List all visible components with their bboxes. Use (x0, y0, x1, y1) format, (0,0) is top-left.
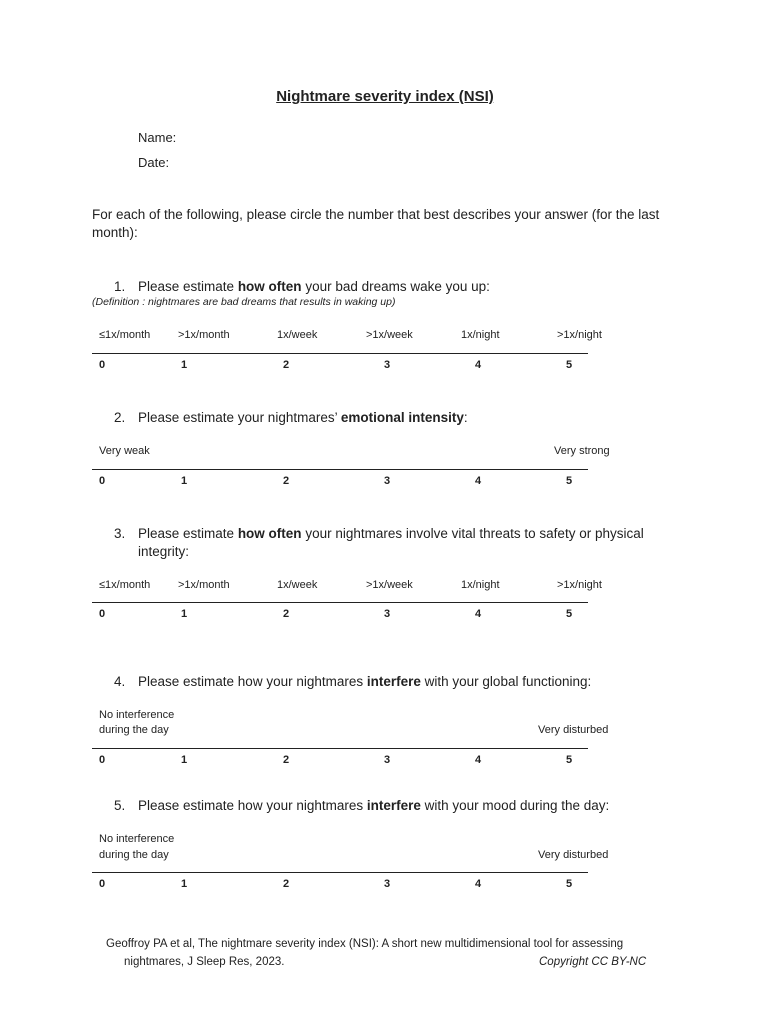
scale-value-3[interactable]: 3 (384, 359, 391, 371)
scale-line (92, 353, 588, 354)
scale-value-2[interactable]: 2 (283, 878, 290, 890)
scale-value-4[interactable]: 4 (475, 878, 482, 890)
date-field-label: Date: (138, 155, 170, 170)
name-field-label: Name: (138, 130, 177, 145)
footer-copyright: Copyright CC BY-NC (539, 956, 647, 968)
scale-label: >1x/week (366, 579, 413, 591)
scale-value-3[interactable]: 3 (384, 608, 391, 620)
footer-citation: Geoffroy PA et al, The nightmare severity index (NSI): A short new multidimensional tool for assessing (106, 938, 624, 950)
scale-value-0[interactable]: 0 (99, 475, 106, 487)
scale-line (92, 872, 588, 873)
scale-value-1[interactable]: 1 (181, 878, 188, 890)
scale-label: >1x/month (178, 329, 230, 341)
scale-value-2[interactable]: 2 (283, 754, 290, 766)
question-number: 4. (114, 674, 126, 689)
question-number: 2. (114, 410, 126, 425)
scale-line (92, 602, 588, 603)
scale-left-label: during the day (99, 849, 169, 861)
scale-value-0[interactable]: 0 (99, 754, 106, 766)
scale-label: >1x/night (557, 329, 602, 341)
scale-label: 1x/night (461, 579, 500, 591)
scale-value-0[interactable]: 0 (99, 359, 106, 371)
scale-right-label: Very strong (554, 445, 610, 457)
scale-value-0[interactable]: 0 (99, 878, 106, 890)
scale-value-1[interactable]: 1 (181, 359, 188, 371)
scale-right-label: Very disturbed (538, 849, 609, 861)
scale-left-label: No interference (99, 833, 175, 845)
scale-value-5[interactable]: 5 (566, 608, 573, 620)
footer-citation-continued: nightmares, J Sleep Res, 2023. (124, 956, 285, 968)
scale-left-label: Very weak (99, 445, 150, 457)
page-title: Nightmare severity index (NSI) (276, 88, 494, 105)
scale-line (92, 748, 588, 749)
scale-value-2[interactable]: 2 (283, 475, 290, 487)
scale-right-label: Very disturbed (538, 724, 609, 736)
scale-left-label: during the day (99, 724, 169, 736)
scale-value-4[interactable]: 4 (475, 608, 482, 620)
question-1-definition: (Definition : nightmares are bad dreams that results in waking up) (92, 296, 396, 308)
scale-value-5[interactable]: 5 (566, 878, 573, 890)
scale-value-5[interactable]: 5 (566, 475, 573, 487)
question-number: 3. (114, 526, 126, 541)
instructions: For each of the following, please circle the number that best describes your answer (for the last month): (92, 207, 660, 240)
question-number: 1. (114, 279, 126, 294)
scale-value-3[interactable]: 3 (384, 878, 391, 890)
scale-value-4[interactable]: 4 (475, 754, 482, 766)
scale-label: ≤1x/month (99, 329, 151, 341)
question-5: 5. Please estimate how your nightmares interfere with your mood during the day: (114, 798, 610, 813)
scale-value-2[interactable]: 2 (283, 608, 290, 620)
scale-label: 1x/week (277, 329, 318, 341)
scale-value-3[interactable]: 3 (384, 475, 391, 487)
scale-value-1[interactable]: 1 (181, 475, 188, 487)
question-2: 2. Please estimate your nightmares’ emotional intensity: (114, 410, 468, 425)
question-3: 3. Please estimate how often your nightmares involve vital threats to safety or physical integrity: (114, 526, 644, 559)
scale-value-4[interactable]: 4 (475, 475, 482, 487)
scale-value-2[interactable]: 2 (283, 359, 290, 371)
question-4: 4. Please estimate how your nightmares interfere with your global functioning: (114, 674, 592, 689)
scale-label: ≤1x/month (99, 579, 151, 591)
scale-left-label: No interference (99, 709, 175, 721)
question-1: 1. Please estimate how often your bad dreams wake you up: (114, 279, 490, 294)
scale-value-3[interactable]: 3 (384, 754, 391, 766)
scale-value-5[interactable]: 5 (566, 359, 573, 371)
scale-line (92, 469, 588, 470)
scale-label: >1x/month (178, 579, 230, 591)
scale-value-4[interactable]: 4 (475, 359, 482, 371)
scale-value-1[interactable]: 1 (181, 608, 188, 620)
scale-label: >1x/week (366, 329, 413, 341)
scale-value-1[interactable]: 1 (181, 754, 188, 766)
scale-label: >1x/night (557, 579, 602, 591)
scale-value-5[interactable]: 5 (566, 754, 573, 766)
scale-label: 1x/week (277, 579, 318, 591)
scale-value-0[interactable]: 0 (99, 608, 106, 620)
question-number: 5. (114, 798, 126, 813)
scale-label: 1x/night (461, 329, 500, 341)
